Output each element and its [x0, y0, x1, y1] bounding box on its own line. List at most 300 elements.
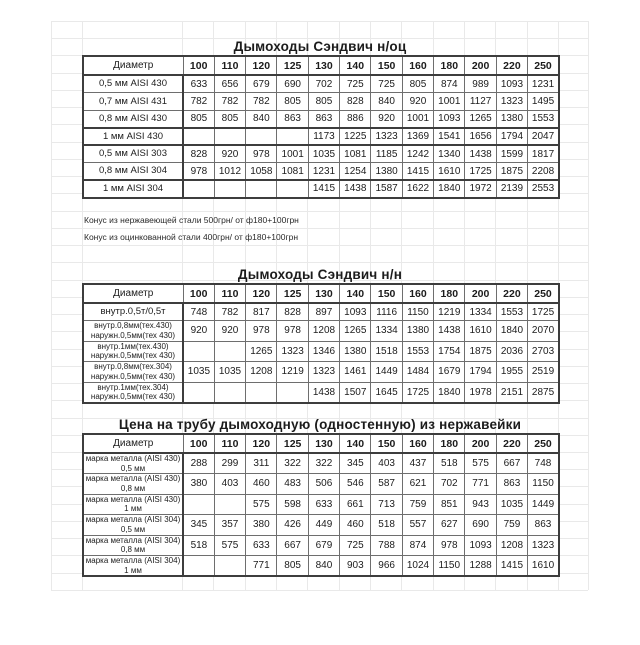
row-label-line: марка металла (AISI 430) [85, 494, 181, 504]
price-cell: 1415 [496, 556, 527, 577]
price-cell: 2036 [496, 341, 527, 362]
diameter-column-header: 130 [308, 434, 339, 453]
diameter-column-header: 180 [434, 434, 465, 453]
price-cell: 1035 [496, 494, 527, 515]
price-cell: 1484 [402, 362, 433, 383]
price-cell: 1323 [371, 128, 402, 146]
price-cell: 1415 [308, 180, 339, 198]
table-row [83, 362, 559, 383]
diameter-column-header: 100 [183, 56, 214, 75]
diameter-column-header: 125 [277, 434, 308, 453]
price-cell: 805 [277, 93, 308, 111]
price-cell: 1265 [465, 110, 496, 128]
price-cell: 679 [308, 535, 339, 556]
price-cell: 1541 [434, 128, 465, 146]
price-cell: 1622 [402, 180, 433, 198]
row-label-line: марка металла (AISI 430) [85, 454, 181, 463]
price-cell [214, 180, 245, 198]
price-cell [214, 128, 245, 146]
note-stainless-cone: Конус из нержавеющей стали 500грн/ от ф180+100грн [84, 215, 299, 225]
diameter-column-header: 160 [402, 56, 433, 75]
price-cell: 2208 [528, 163, 559, 181]
price-cell [183, 382, 214, 403]
price-cell [183, 180, 214, 198]
price-cell: 1208 [246, 362, 277, 383]
row-label-line: 0,8 мм [120, 483, 146, 493]
table-title: Дымоходы Сэндвич н/н [237, 267, 403, 282]
diameter-column-header: 100 [183, 284, 214, 303]
price-cell: 840 [371, 93, 402, 111]
price-cell: 1323 [496, 93, 527, 111]
row-label [83, 163, 183, 181]
price-cell: 288 [183, 453, 214, 474]
price-cell: 546 [340, 474, 371, 495]
price-cell: 2519 [528, 362, 559, 383]
price-cell: 1955 [496, 362, 527, 383]
price-cell: 748 [183, 303, 214, 321]
price-cell: 1001 [434, 93, 465, 111]
table-title: Дымоходы Сэндвич н/оц [233, 39, 407, 54]
table-row [83, 515, 559, 536]
price-cell: 788 [371, 535, 402, 556]
diameter-column-header: 200 [465, 56, 496, 75]
price-cell: 1380 [402, 321, 433, 342]
price-cell: 403 [214, 474, 245, 495]
row-label-line: 0,5 мм [120, 463, 146, 473]
diameter-column-header: 180 [434, 56, 465, 75]
section-sandwich-n-oc [82, 38, 558, 199]
price-cell: 1185 [371, 145, 402, 163]
row-label [83, 128, 183, 146]
grid-line-horizontal [51, 590, 588, 591]
table-row [83, 535, 559, 556]
price-cell: 1725 [402, 382, 433, 403]
diameter-column-header: 250 [528, 434, 559, 453]
row-label [83, 362, 183, 383]
price-cell: 667 [277, 535, 308, 556]
price-cell: 1794 [465, 362, 496, 383]
price-cell: 805 [183, 110, 214, 128]
price-cell: 966 [371, 556, 402, 577]
price-cell: 575 [214, 535, 245, 556]
price-cell: 1012 [214, 163, 245, 181]
diameter-column-header: 125 [277, 56, 308, 75]
price-cell [183, 556, 214, 577]
diameter-column-header: 150 [371, 56, 402, 75]
table-row [83, 341, 559, 362]
price-table-sandwich-n-n [82, 283, 560, 404]
price-cell: 460 [340, 515, 371, 536]
table-row [83, 556, 559, 577]
price-cell: 1127 [465, 93, 496, 111]
price-cell: 633 [183, 75, 214, 93]
price-cell: 1610 [465, 321, 496, 342]
price-cell: 920 [402, 93, 433, 111]
price-cell: 633 [308, 494, 339, 515]
diameter-column-header: 160 [402, 434, 433, 453]
row-label-line: 0,7 мм AISI 431 [99, 95, 167, 107]
price-cell: 702 [308, 75, 339, 93]
price-cell [277, 180, 308, 198]
price-table-single-wall [82, 433, 560, 577]
row-label-line: 0,8 мм [120, 545, 146, 555]
price-cell [214, 556, 245, 577]
row-label-line: марка металла (AISI 304) [85, 556, 181, 566]
table-row [83, 75, 559, 93]
price-cell: 920 [371, 110, 402, 128]
price-cell: 748 [528, 453, 559, 474]
price-cell: 1035 [308, 145, 339, 163]
price-cell: 345 [340, 453, 371, 474]
price-cell: 920 [183, 321, 214, 342]
price-cell: 759 [402, 494, 433, 515]
price-cell: 403 [371, 453, 402, 474]
diameter-column-header: 140 [340, 284, 371, 303]
price-cell: 725 [340, 75, 371, 93]
price-cell: 805 [214, 110, 245, 128]
price-cell: 1817 [528, 145, 559, 163]
table-row [83, 145, 559, 163]
price-cell [277, 128, 308, 146]
row-label-line: наружн.0,5мм(тех 430) [90, 330, 176, 340]
price-cell: 1265 [340, 321, 371, 342]
price-cell: 1438 [434, 321, 465, 342]
price-cell: 1438 [340, 180, 371, 198]
price-cell: 1081 [277, 163, 308, 181]
price-cell: 805 [308, 93, 339, 111]
price-cell: 587 [371, 474, 402, 495]
price-cell [246, 180, 277, 198]
price-table-sandwich-n-oc [82, 55, 560, 199]
row-label [83, 341, 183, 362]
price-cell: 1150 [434, 556, 465, 577]
row-label-line: наружн.0,5мм(тех 430) [90, 351, 176, 361]
price-cell: 1024 [402, 556, 433, 577]
price-cell: 920 [214, 321, 245, 342]
section-single-wall-pipe [82, 416, 558, 577]
price-cell: 311 [246, 453, 277, 474]
price-cell: 380 [246, 515, 277, 536]
diameter-column-header: 130 [308, 284, 339, 303]
price-cell: 1645 [371, 382, 402, 403]
header-row [83, 56, 559, 75]
price-cell: 989 [465, 75, 496, 93]
diameter-column-header: 110 [214, 284, 245, 303]
price-cell: 2875 [528, 382, 559, 403]
price-cell: 1265 [246, 341, 277, 362]
diameter-header-cell: Диаметр [83, 434, 183, 453]
diameter-column-header: 130 [308, 56, 339, 75]
price-cell: 817 [246, 303, 277, 321]
price-cell: 667 [496, 453, 527, 474]
price-cell: 322 [277, 453, 308, 474]
price-cell: 518 [434, 453, 465, 474]
price-cell: 805 [402, 75, 433, 93]
price-cell: 1323 [277, 341, 308, 362]
price-cell [214, 382, 245, 403]
price-cell: 1093 [434, 110, 465, 128]
row-label [83, 145, 183, 163]
price-cell: 449 [308, 515, 339, 536]
price-cell: 1081 [340, 145, 371, 163]
row-label [83, 303, 183, 321]
diameter-column-header: 180 [434, 284, 465, 303]
row-label [83, 453, 183, 474]
price-cell: 1610 [434, 163, 465, 181]
row-label [83, 180, 183, 198]
price-cell: 518 [183, 535, 214, 556]
row-label [83, 535, 183, 556]
price-cell: 322 [308, 453, 339, 474]
price-cell: 575 [465, 453, 496, 474]
price-cell: 713 [371, 494, 402, 515]
price-cell: 2703 [528, 341, 559, 362]
diameter-column-header: 125 [277, 284, 308, 303]
price-cell: 1288 [465, 556, 496, 577]
price-cell: 851 [434, 494, 465, 515]
price-cell: 874 [402, 535, 433, 556]
price-cell: 598 [277, 494, 308, 515]
diameter-column-header: 150 [371, 284, 402, 303]
price-cell: 874 [434, 75, 465, 93]
price-cell: 1553 [528, 110, 559, 128]
price-cell: 1035 [183, 362, 214, 383]
row-label-line: 0,8 мм AISI 430 [99, 112, 167, 124]
table-row [83, 303, 559, 321]
row-label [83, 556, 183, 577]
price-cell: 1219 [277, 362, 308, 383]
price-cell: 1380 [496, 110, 527, 128]
row-label-line: 1 мм AISI 304 [102, 183, 164, 195]
price-cell: 943 [465, 494, 496, 515]
diameter-column-header: 150 [371, 434, 402, 453]
diameter-column-header: 140 [340, 56, 371, 75]
price-cell: 1840 [496, 321, 527, 342]
price-cell: 633 [246, 535, 277, 556]
price-cell: 1449 [371, 362, 402, 383]
grid-line-vertical [588, 21, 589, 590]
price-cell: 299 [214, 453, 245, 474]
price-cell: 978 [434, 535, 465, 556]
price-cell [214, 341, 245, 362]
grid-line-horizontal [51, 21, 588, 22]
price-cell: 506 [308, 474, 339, 495]
price-cell: 1254 [340, 163, 371, 181]
row-label-line: марка металла (AISI 304) [85, 535, 181, 545]
price-cell: 1656 [465, 128, 496, 146]
price-cell: 1208 [496, 535, 527, 556]
price-cell: 863 [277, 110, 308, 128]
price-cell: 575 [246, 494, 277, 515]
price-cell: 886 [340, 110, 371, 128]
price-cell: 1093 [465, 535, 496, 556]
price-cell: 725 [340, 535, 371, 556]
price-cell: 1978 [465, 382, 496, 403]
price-cell: 1334 [371, 321, 402, 342]
price-cell: 1840 [434, 180, 465, 198]
price-cell: 1679 [434, 362, 465, 383]
price-cell: 1553 [402, 341, 433, 362]
diameter-column-header: 250 [528, 284, 559, 303]
price-cell: 828 [277, 303, 308, 321]
diameter-column-header: 160 [402, 284, 433, 303]
price-cell [183, 341, 214, 362]
price-cell: 702 [434, 474, 465, 495]
diameter-header-cell: Диаметр [83, 284, 183, 303]
diameter-column-header: 200 [465, 284, 496, 303]
price-cell: 863 [528, 515, 559, 536]
note-galvanized-cone: Конус из оцинкованной стали 400грн/ от ф180+100грн [84, 232, 299, 242]
price-cell: 1093 [340, 303, 371, 321]
price-cell: 1438 [465, 145, 496, 163]
price-cell: 460 [246, 474, 277, 495]
row-label-line: 0,5 мм AISI 303 [99, 148, 167, 160]
price-cell: 1972 [465, 180, 496, 198]
diameter-column-header: 200 [465, 434, 496, 453]
price-cell: 782 [246, 93, 277, 111]
grid-line-horizontal [51, 262, 588, 263]
table-row [83, 474, 559, 495]
price-cell: 805 [277, 556, 308, 577]
price-cell: 1461 [340, 362, 371, 383]
price-cell: 725 [371, 75, 402, 93]
price-cell: 1369 [402, 128, 433, 146]
price-cell: 1035 [214, 362, 245, 383]
price-cell: 782 [183, 93, 214, 111]
row-label-line: внутр.0,5т/0,5т [100, 306, 166, 318]
price-cell [183, 494, 214, 515]
price-cell: 1840 [434, 382, 465, 403]
header-row [83, 434, 559, 453]
diameter-column-header: 120 [246, 56, 277, 75]
table-row [83, 110, 559, 128]
row-label [83, 494, 183, 515]
price-cell: 627 [434, 515, 465, 536]
row-label [83, 321, 183, 342]
price-cell: 978 [246, 145, 277, 163]
price-cell: 1507 [340, 382, 371, 403]
price-cell: 840 [246, 110, 277, 128]
price-cell: 978 [246, 321, 277, 342]
row-label-line: марка металла (AISI 430) [85, 474, 181, 484]
price-cell: 690 [465, 515, 496, 536]
table-row [83, 494, 559, 515]
diameter-column-header: 120 [246, 284, 277, 303]
table-row [83, 453, 559, 474]
row-label-line: 1 мм [124, 565, 142, 575]
price-cell: 1380 [371, 163, 402, 181]
price-cell: 1340 [434, 145, 465, 163]
price-cell: 1553 [496, 303, 527, 321]
price-cell: 1334 [465, 303, 496, 321]
price-cell: 1058 [246, 163, 277, 181]
price-cell: 557 [402, 515, 433, 536]
row-label-line: 0,5 мм [120, 524, 146, 534]
price-cell: 1875 [465, 341, 496, 362]
row-label [83, 110, 183, 128]
price-cell: 357 [214, 515, 245, 536]
price-cell: 1380 [340, 341, 371, 362]
price-cell [183, 128, 214, 146]
row-label-line: 0,8 мм AISI 304 [99, 165, 167, 177]
price-cell: 1219 [434, 303, 465, 321]
price-cell [214, 494, 245, 515]
header-row [83, 284, 559, 303]
price-cell: 1794 [496, 128, 527, 146]
price-cell: 1150 [528, 474, 559, 495]
price-cell: 1415 [402, 163, 433, 181]
price-cell: 2139 [496, 180, 527, 198]
price-cell: 840 [308, 556, 339, 577]
row-label-line: внутр.0,8мм(тех.304) [94, 362, 172, 372]
price-cell: 1875 [496, 163, 527, 181]
row-label-line: 0,5 мм AISI 430 [99, 78, 167, 90]
price-cell: 483 [277, 474, 308, 495]
price-cell: 1518 [371, 341, 402, 362]
price-cell: 1587 [371, 180, 402, 198]
diameter-column-header: 220 [496, 56, 527, 75]
price-cell: 897 [308, 303, 339, 321]
price-cell: 863 [496, 474, 527, 495]
row-label-line: наружн.0,5мм(тех 430) [90, 371, 176, 381]
diameter-column-header: 140 [340, 434, 371, 453]
price-cell: 759 [496, 515, 527, 536]
section-sandwich-n-n [82, 266, 558, 404]
row-label [83, 75, 183, 93]
price-cell: 828 [340, 93, 371, 111]
table-row [83, 382, 559, 403]
price-cell: 1346 [308, 341, 339, 362]
diameter-column-header: 220 [496, 434, 527, 453]
price-cell: 345 [183, 515, 214, 536]
price-cell: 1495 [528, 93, 559, 111]
price-cell: 1001 [402, 110, 433, 128]
price-cell: 1150 [402, 303, 433, 321]
diameter-column-header: 120 [246, 434, 277, 453]
table-row [83, 93, 559, 111]
price-cell: 1093 [496, 75, 527, 93]
row-label-line: внутр.1мм(тех.304) [97, 382, 169, 392]
price-cell: 1225 [340, 128, 371, 146]
price-cell: 2070 [528, 321, 559, 342]
price-cell: 1323 [528, 535, 559, 556]
price-cell: 771 [465, 474, 496, 495]
table-row [83, 128, 559, 146]
table-row [83, 321, 559, 342]
price-cell: 1208 [308, 321, 339, 342]
price-cell: 1599 [496, 145, 527, 163]
price-cell: 679 [246, 75, 277, 93]
price-cell: 863 [308, 110, 339, 128]
price-cell: 1323 [308, 362, 339, 383]
price-cell: 782 [214, 93, 245, 111]
diameter-column-header: 220 [496, 284, 527, 303]
price-cell: 1754 [434, 341, 465, 362]
row-label-line: внутр.0,8мм(тех.430) [94, 321, 172, 331]
diameter-column-header: 110 [214, 56, 245, 75]
price-cell: 1173 [308, 128, 339, 146]
price-cell: 1610 [528, 556, 559, 577]
price-cell: 621 [402, 474, 433, 495]
price-cell: 656 [214, 75, 245, 93]
price-cell: 518 [371, 515, 402, 536]
price-cell: 380 [183, 474, 214, 495]
price-cell [246, 382, 277, 403]
price-cell: 690 [277, 75, 308, 93]
row-label [83, 93, 183, 111]
table-title: Цена на трубу дымоходную (одностенную) из нержавейки [118, 417, 522, 432]
row-label-line: марка металла (AISI 304) [85, 515, 181, 525]
